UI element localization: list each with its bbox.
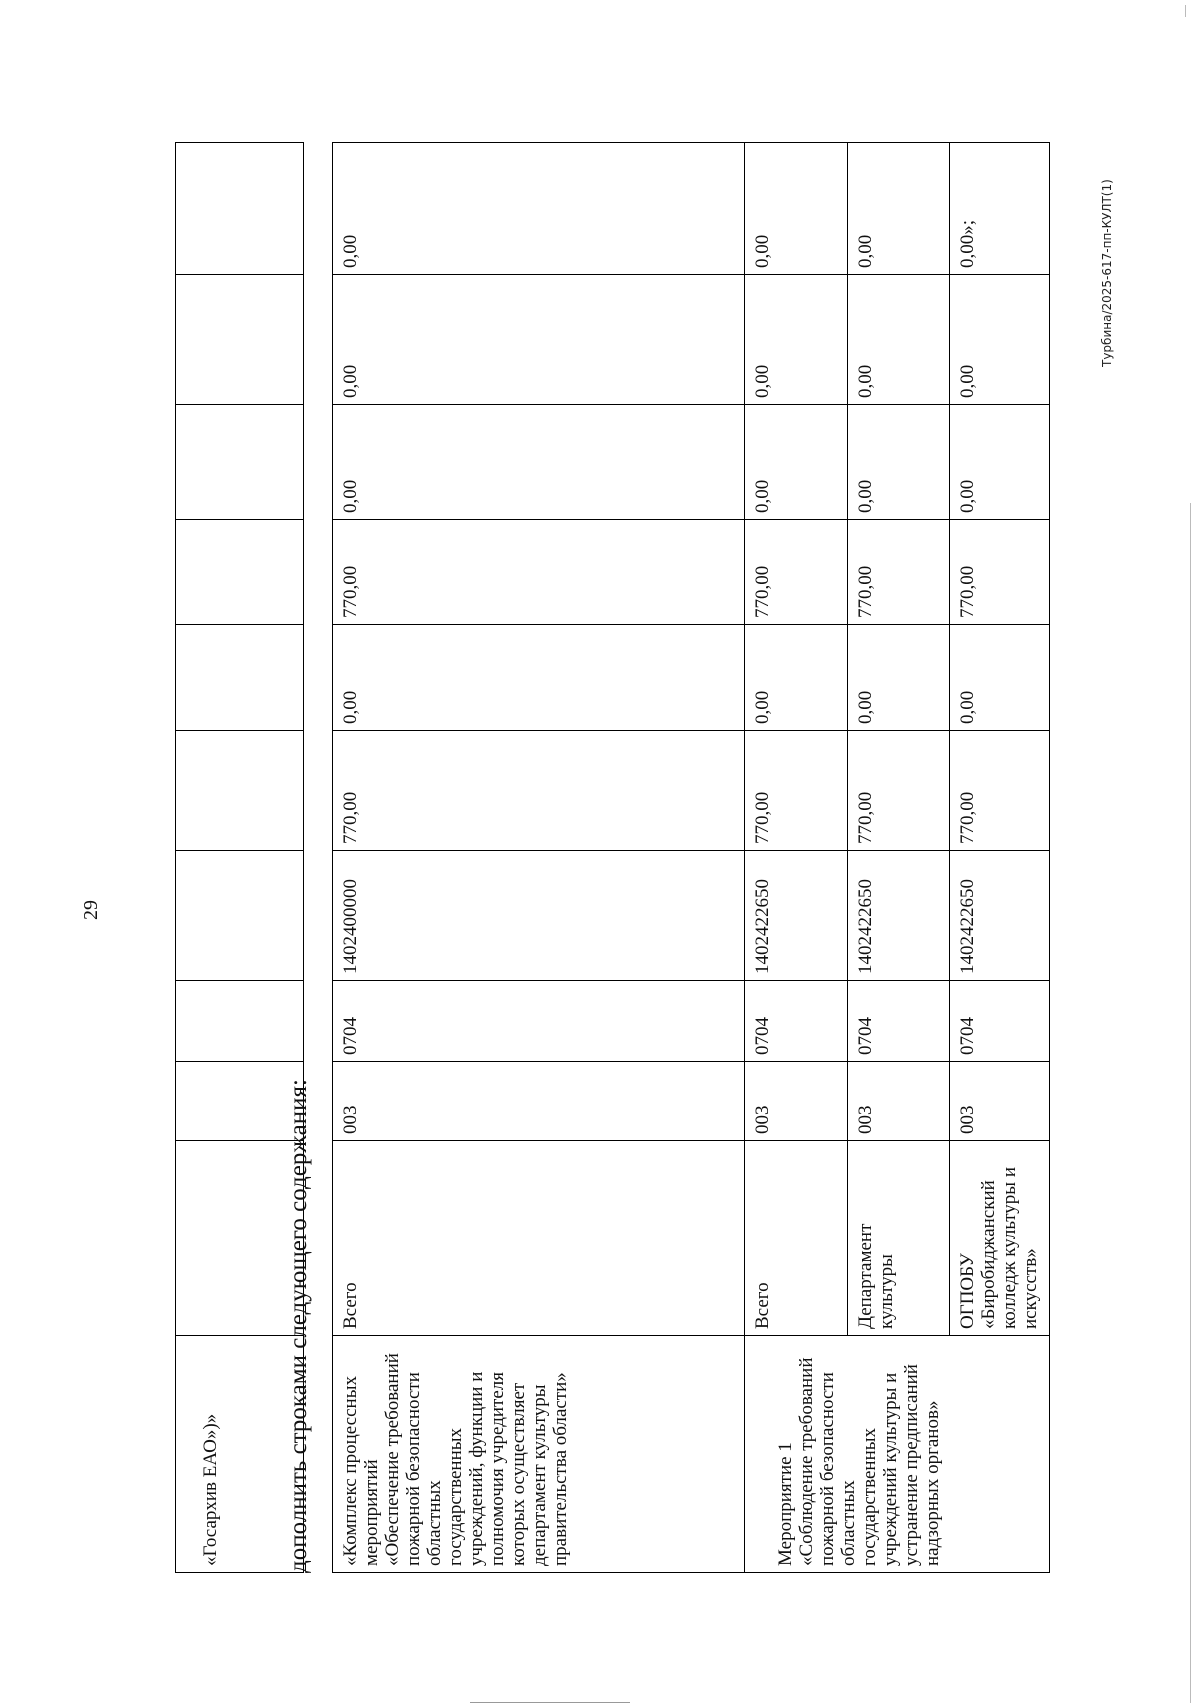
- measure-name: Мероприятие 1 «Соблюдение требований пожарной безопасности областных государственных учреждений культуры и устранение предписаний надзорных органов»: [745, 1336, 1050, 1573]
- executor: Департамент культуры: [848, 1141, 950, 1336]
- value-cell: 0,00: [950, 625, 1050, 731]
- grbs-code: 003: [745, 1062, 848, 1141]
- footer-reference: Турбина/2025-617-пп-КУЛТ(1): [1100, 179, 1114, 367]
- rzpr-code: 0704: [745, 981, 848, 1062]
- value-cell: 770,00: [745, 520, 848, 625]
- executor: ОГПОБУ «Биробиджанский колледж культуры и искусств»: [950, 1141, 1050, 1336]
- value-cell: 770,00: [745, 731, 848, 851]
- value-cell: 0,00: [333, 275, 745, 405]
- value-cell: 0,00: [950, 275, 1050, 405]
- csr-code: 1402400000: [333, 851, 745, 981]
- value-cell: 770,00: [848, 520, 950, 625]
- csr-code: 1402422650: [745, 851, 848, 981]
- program-name: «Комплекс процессных мероприятий «Обеспечение требований пожарной безопасности областных государственных учреждений, функции и полномочия учредителя которых осуществляет департамент культуры правительства области»: [333, 1336, 745, 1573]
- value-cell: 0,00: [848, 405, 950, 520]
- value-cell: 0,00: [333, 405, 745, 520]
- executor: Всего: [745, 1141, 848, 1336]
- value-cell: 770,00: [848, 731, 950, 851]
- csr-code: 1402422650: [950, 851, 1050, 981]
- scan-edge-line: [470, 1702, 630, 1703]
- rzpr-code: 0704: [848, 981, 950, 1062]
- value-cell: 0,00: [745, 275, 848, 405]
- csr-code: 1402422650: [848, 851, 950, 981]
- value-cell: 0,00: [848, 275, 950, 405]
- table-row: [333, 143, 745, 1573]
- grbs-code: 003: [950, 1062, 1050, 1141]
- budget-table: [332, 142, 1050, 1573]
- prev-row-label: «Госархив ЕАО»)»: [176, 1336, 304, 1573]
- value-cell: 770,00: [950, 520, 1050, 625]
- value-cell: 0,00: [745, 405, 848, 520]
- rzpr-code: 0704: [950, 981, 1050, 1062]
- intro-text: дополнить строками следующего содержания:: [285, 1079, 312, 1573]
- value-cell: 0,00»;: [950, 143, 1050, 275]
- grbs-code: 003: [848, 1062, 950, 1141]
- table-row: [745, 143, 848, 1573]
- value-cell: 770,00: [333, 731, 745, 851]
- value-cell: 0,00: [745, 143, 848, 275]
- value-cell: 770,00: [950, 731, 1050, 851]
- page-number: 29: [80, 900, 102, 920]
- value-cell: 0,00: [950, 405, 1050, 520]
- grbs-code: 003: [333, 1062, 745, 1141]
- value-cell: 0,00: [848, 625, 950, 731]
- executor: Всего: [333, 1141, 745, 1336]
- rzpr-code: 0704: [333, 981, 745, 1062]
- value-cell: 0,00: [333, 625, 745, 731]
- value-cell: 770,00: [333, 520, 745, 625]
- value-cell: 0,00: [848, 143, 950, 275]
- scan-edge-line: [1190, 503, 1191, 1703]
- value-cell: 0,00: [745, 625, 848, 731]
- scan-edge-line: [1185, 5, 1186, 17]
- value-cell: 0,00: [333, 143, 745, 275]
